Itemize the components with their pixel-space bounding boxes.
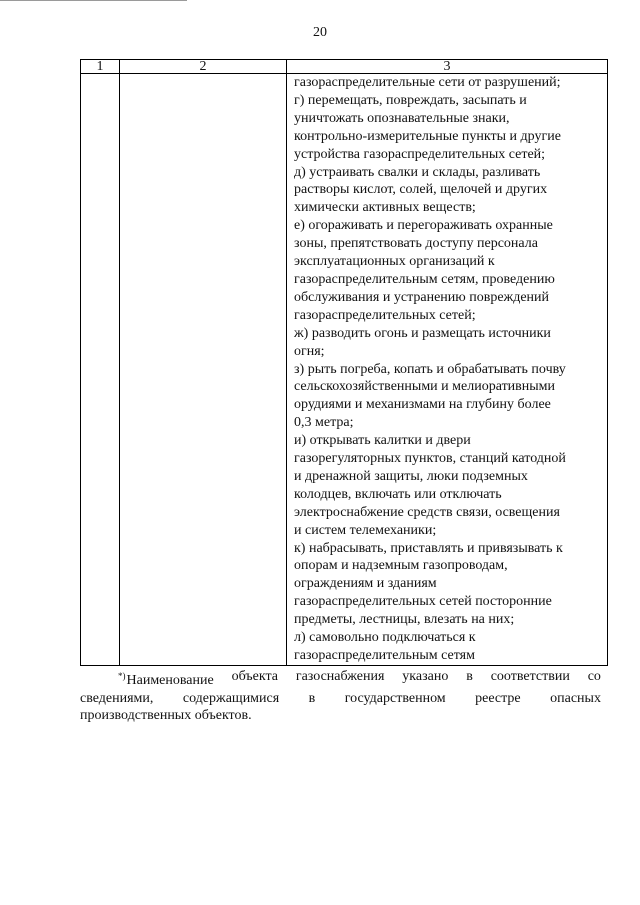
content-line: и дренажной защиты, люки подземных [294, 468, 528, 484]
content-line: химически активных веществ; [294, 200, 476, 216]
footnote-marker: *) [118, 671, 126, 681]
footnote-word: государственном [344, 690, 446, 706]
footnote-text-1: Наименование [126, 673, 214, 688]
content-line: д) устраивать свалки и склады, разливать [294, 164, 541, 180]
content-line: газораспределительным сетям, проведению [294, 271, 555, 287]
footnote-text-3: производственных объектов. [80, 708, 252, 723]
content-line: ограждениям и зданиям [294, 576, 437, 592]
content-line: опорам и надземным газопроводам, [294, 558, 508, 574]
content-line: орудиями и механизмами на глубину более [294, 397, 551, 413]
content-line: 0,3 метра; [294, 415, 354, 431]
footnote-word: реестре [475, 690, 521, 706]
footnote-word: в [308, 690, 316, 706]
content-line: зоны, препятствовать доступу персонала [294, 236, 538, 252]
content-line: контрольно-измерительные пункты и другие [294, 128, 561, 144]
footnote [80, 668, 601, 725]
footnote-word: газоснабжения [295, 669, 385, 684]
column-header-1: 1 [81, 60, 120, 74]
content-line: сельскохозяйственными и мелиоративными [294, 379, 556, 395]
footnote-word: соответствии [490, 669, 570, 684]
content-line: г) перемещать, повреждать, засыпать и [294, 92, 527, 108]
footnote-text-2: сведениями, [80, 690, 154, 706]
table-cell-col1 [81, 74, 120, 666]
content-line: эксплуатационных организаций к [294, 254, 495, 270]
content-line: ж) разводить огонь и размещать источники [294, 325, 551, 341]
column-header-3: 3 [287, 60, 608, 74]
table-cell-col3 [287, 74, 608, 666]
content-line: устройства газораспределительных сетей; [294, 146, 546, 162]
footnote-word: содержащимися [182, 690, 280, 706]
content-line: растворы кислот, солей, щелочей и других [294, 182, 548, 198]
content-line: уничтожать опознавательные знаки, [294, 110, 510, 126]
content-line: огня; [294, 343, 325, 359]
content-line: колодцев, включать или отключать [294, 486, 502, 502]
regulation-table [80, 59, 608, 666]
content-line: газораспределительным сетям [294, 648, 475, 663]
top-rule [0, 0, 187, 1]
content-line: обслуживания и устранению повреждений [294, 289, 550, 305]
content-line: газораспределительных сетей посторонние [294, 594, 552, 610]
content-line: предметы, лестницы, влезать на них; [294, 612, 515, 628]
footnote-line-1 [80, 668, 601, 690]
content-line: электроснабжение средств связи, освещения [294, 504, 560, 520]
footnote-word: объекта [231, 669, 278, 684]
footnote-word: опасных [550, 690, 601, 706]
content-line: е) огораживать и перегораживать охранные [294, 218, 553, 234]
content-line: л) самовольно подключаться к [294, 630, 476, 646]
footnote-word: со [587, 669, 601, 684]
table-header-row [81, 60, 608, 74]
footnote-word: в [466, 669, 473, 684]
page-number: 20 [313, 25, 327, 40]
column-header-2: 2 [120, 60, 287, 74]
content-line: газораспределительные сети от разрушений; [294, 75, 561, 90]
footnote-word: указано [402, 669, 449, 684]
footnote-line-2 [80, 690, 601, 708]
content-line: газорегуляторных пунктов, станций катодной [294, 451, 566, 467]
content-line: з) рыть погреба, копать и обрабатывать почву [294, 361, 566, 377]
content-line: к) набрасывать, приставлять и привязывать к [294, 540, 563, 556]
content-line: и систем телемеханики; [294, 522, 437, 538]
table-row [81, 74, 608, 666]
content-line: и) открывать калитки и двери [294, 433, 471, 449]
footnote-line-3 [80, 707, 601, 725]
content-line: газораспределительных сетей; [294, 307, 476, 323]
table-cell-col2 [120, 74, 287, 666]
